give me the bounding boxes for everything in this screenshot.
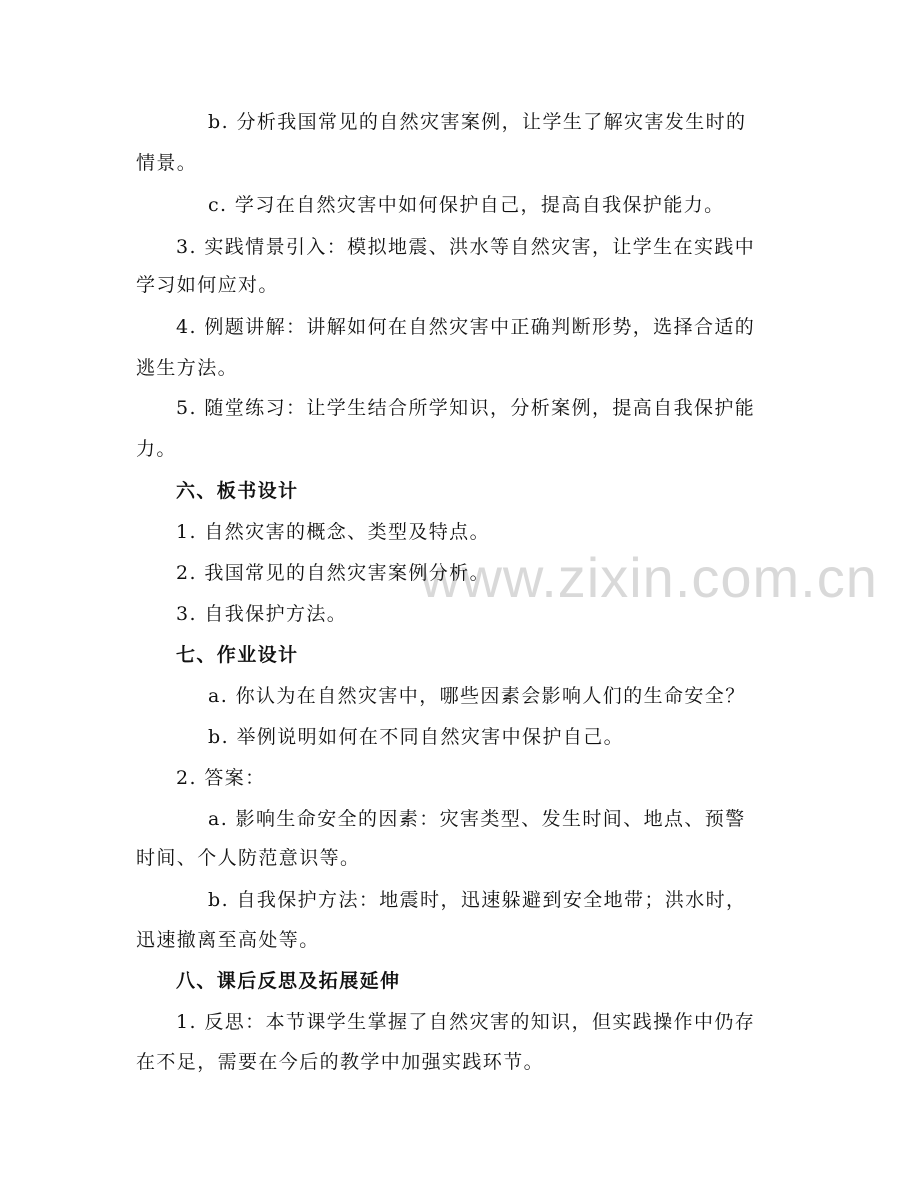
- text-line: b. 自我保护方法：地震时，迅速躲避到安全地带；洪水时，: [208, 889, 747, 911]
- text-line: 1. 反思：本节课学生掌握了自然灾害的知识，但实践操作中仍存: [176, 1011, 756, 1033]
- list-item: 2. 答案：: [176, 767, 266, 789]
- text-line: 迅速撤离至高处等。: [136, 929, 320, 951]
- text-line: a. 影响生命安全的因素：灾害类型、发生时间、地点、预警: [208, 808, 746, 830]
- text-line: c. 学习在自然灾害中如何保护自己，提高自我保护能力。: [208, 194, 725, 216]
- text-line: 力。: [136, 438, 177, 460]
- list-item: 3. 自我保护方法。: [176, 603, 348, 625]
- text-line: 3. 实践情景引入：模拟地震、洪水等自然灾害，让学生在实践中: [176, 236, 756, 258]
- text-line: 逃生方法。: [136, 357, 239, 379]
- text-line: 情景。: [136, 152, 198, 174]
- section-heading-6: 六、板书设计: [176, 480, 299, 502]
- text-line: 4. 例题讲解：讲解如何在自然灾害中正确判断形势，选择合适的: [176, 316, 756, 338]
- section-heading-7: 七、作业设计: [176, 644, 299, 666]
- text-line: 时间、个人防范意识等。: [136, 847, 361, 869]
- watermark: www.zixin.com.cn: [420, 546, 878, 609]
- text-line: 在不足，需要在今后的教学中加强实践环节。: [136, 1051, 545, 1073]
- list-item: 2. 我国常见的自然灾害案例分析。: [176, 562, 490, 584]
- text-line: 5. 随堂练习：让学生结合所学知识，分析案例，提高自我保护能: [176, 397, 756, 419]
- text-line: b. 分析我国常见的自然灾害案例，让学生了解灾害发生时的: [208, 111, 747, 133]
- list-item: a. 你认为在自然灾害中，哪些因素会影响人们的生命安全？: [208, 685, 746, 707]
- text-line: 学习如何应对。: [136, 274, 279, 296]
- list-item: b. 举例说明如何在不同自然灾害中保护自己。: [208, 726, 625, 748]
- list-item: 1. 自然灾害的概念、类型及特点。: [176, 521, 490, 543]
- section-heading-8: 八、课后反思及拓展延伸: [176, 970, 401, 992]
